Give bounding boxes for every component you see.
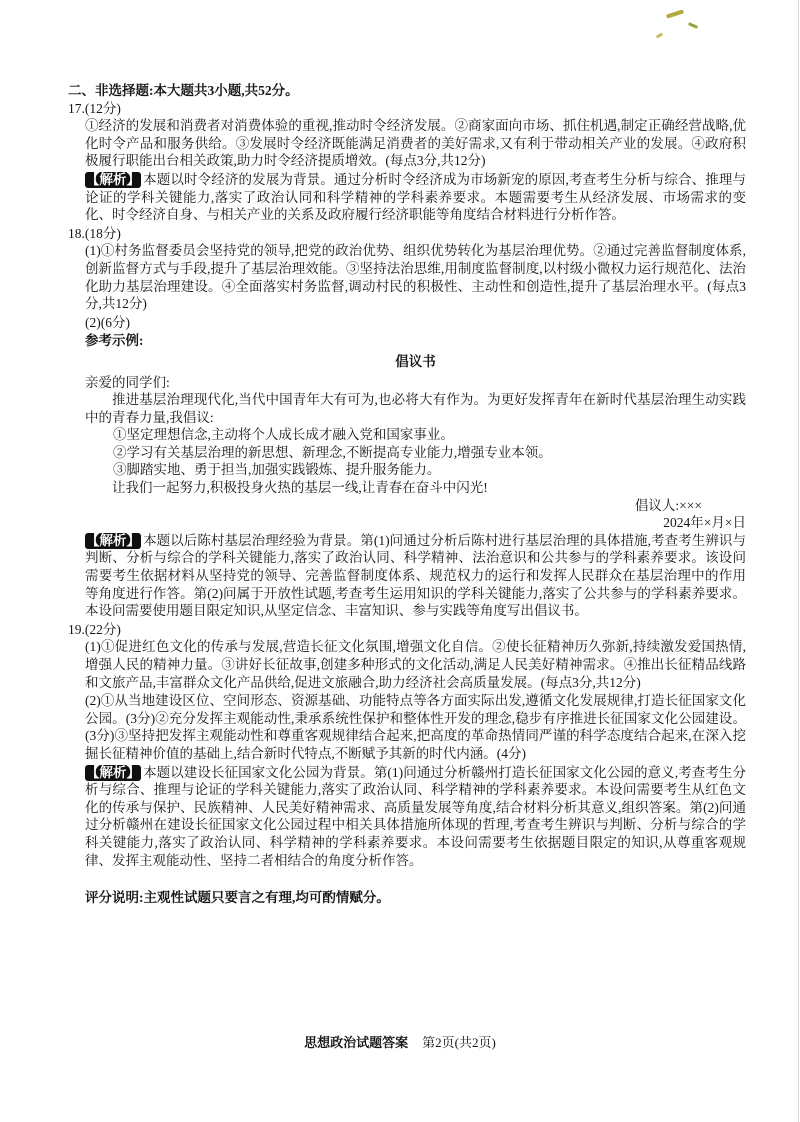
letter-date: 2024年×月×日	[663, 515, 746, 531]
question-17-analysis-text: 本题以时令经济的发展为背景。通过分析时令经济成为市场新宠的原因,考查考生分析与综合、推理与论证的学科关键能力,落实了政治认同和科学精神的学科素养要求。本题需要考生从经济发展、市场需求的变化、时令经济自身、与相关产业的关系及政府履行经济职能等角度结合材料进行分析作答。	[85, 171, 746, 223]
question-17-body	[85, 117, 746, 224]
artifact-mark	[666, 9, 684, 18]
letter-item-2: ②学习有关基层治理的新思想、新理念,不断提高专业能力,增强专业本领。	[113, 444, 552, 460]
question-18-body	[85, 242, 746, 619]
question-19-body	[85, 638, 746, 869]
footer-page-info: 第2页(共2页)	[422, 1035, 496, 1050]
letter-title: 倡议书	[395, 353, 436, 369]
letter-item-3: ③脚踏实地、勇于担当,加强实践锻炼、提升服务能力。	[113, 462, 441, 478]
question-17-number: 17.(12分)	[68, 100, 121, 116]
page-footer	[0, 1034, 800, 1052]
analysis-badge: 【解析】	[86, 532, 140, 548]
question-18-example-label: 参考示例:	[85, 333, 144, 349]
section-header: 二、非选择题:本大题共3小题,共52分。	[68, 83, 299, 98]
question-18-analysis	[85, 532, 746, 620]
question-19	[68, 621, 746, 869]
letter-closing: 让我们一起努力,积极投身火热的基层一线,让青春在奋斗中闪光!	[112, 480, 488, 496]
question-18-analysis-text: 本题以后陈村基层治理经验为背景。第(1)问通过分析后陈村进行基层治理的具体措施,考查考生辨识与判断、分析与综合的学科关键能力,落实了政治认同、科学精神、法治意识和公共参与的学科素养要求。该设问需要考生依据材料从坚持党的领导、完善监督制度体系、规范权力的运行和发挥人民群众在基层治理中的作用等角度进行作答。第(2)问属于开放性试题,考查考生运用知识的学科关键能力,落实了公共参与的学科素养要求。本设问需要使用题目限定知识,从坚定信念、丰富知识、参与实践等角度写出倡议书。	[85, 532, 746, 619]
letter-intro: 推进基层治理现代化,当代中国青年大有可为,也必将大有作为。为更好发挥青年在新时代基层治理生动实践中的青春力量,我倡议:	[85, 392, 746, 425]
question-17-answer: ①经济的发展和消费者对消费体验的重视,推动时令经济发展。②商家面向市场、抓住机遇,制定正确经营战略,优化时令产品和服务供给。③发展时令经济既能满足消费者的美好需求,又有利于带动相关产业的发展。④政府积极履行职能出台相关政策,助力时令经济提质增效。(每点3分,共12分)	[85, 118, 746, 169]
question-18	[68, 225, 746, 620]
question-19-analysis	[85, 764, 746, 870]
letter-item-1: ①坚定理想信念,主动将个人成长成才融入党和国家事业。	[113, 427, 454, 443]
letter-salutation: 亲爱的同学们:	[85, 374, 170, 390]
analysis-badge: 【解析】	[86, 171, 140, 187]
question-19-number: 19.(22分)	[68, 621, 121, 637]
footer-doc-title: 思想政治试题答案	[304, 1035, 409, 1050]
letter-signer: 倡议人:×××	[634, 497, 702, 513]
page-content	[68, 82, 746, 907]
question-17	[68, 100, 746, 224]
question-19-part2-answer: (2)①从当地建设区位、空间形态、资源基础、功能特点等各方面实际出发,遵循文化发展规律,打造长征国家文化公园。(3分)②充分发挥主观能动性,秉承系统性保护和整体性开发的理念,稳步有序推进长征国家文化公园建设。(3分)③坚持把发挥主观能动性和尊重客观规律结合起来,把高度的革命热情同严谨的科学态度结合起来,在深入挖掘长征精神价值的基础上,结合新时代特点,不断赋予其新的时代内涵。(4分)	[85, 693, 746, 761]
question-19-part1-answer: (1)①促进红色文化的传承与发展,营造长征文化氛围,增强文化自信。②使长征精神历久弥新,持续激发爱国热情,增强人民的精神力量。③讲好长征故事,创建多种形式的文化活动,满足人民美好精神需求。④推出长征精品线路和文旅产品,丰富群众文化产品供给,促进文旅融合,助力经济社会高质量发展。(每点3分,共12分)	[85, 639, 746, 690]
scan-artifact-marks-icon	[648, 8, 708, 48]
analysis-badge: 【解析】	[86, 764, 140, 780]
scoring-note: 评分说明:主观性试题只要言之有理,均可酌情赋分。	[85, 890, 390, 906]
question-17-analysis	[85, 171, 746, 224]
artifact-mark	[688, 22, 698, 29]
question-18-part1-answer: (1)①村务监督委员会坚持党的领导,把党的政治优势、组织优势转化为基层治理优势。②通过完善监督制度体系,创新监督方式与手段,提升了基层治理效能。③坚持法治思维,用制度监督制度,以村级小微权力运行规范化、法治化助力基层治理建设。④全面落实村务监督,调动村民的积极性、主动性和创造性,提升了基层治理水平。(每点3分,共12分)	[85, 243, 746, 312]
artifact-mark	[656, 32, 664, 38]
question-18-part2-heading: (2)(6分)	[85, 314, 130, 330]
proposal-letter	[85, 353, 746, 532]
question-18-number: 18.(18分)	[68, 225, 121, 241]
question-19-analysis-text: 本题以建设长征国家文化公园为背景。第(1)问通过分析赣州打造长征国家文化公园的意义,考查考生分析与综合、推理与论证的学科关键能力,落实了政治认同、科学精神的学科素养要求。本设问需要考生从红色文化的传承与保护、民族精神、人民美好精神需求、高质量发展等角度,结合材料分析其意义,组织答案。第(2)问通过分析赣州在建设长征国家文化公园过程中相关具体措施所体现的哲理,考查考生辨识与判断、分析与综合的学科关键能力,落实了政治认同、科学精神的学科素养要求。本设问需要考生依据题目限定的知识,从尊重客观规律、发挥主观能动性、坚持二者相结合的角度分析作答。	[85, 764, 746, 868]
